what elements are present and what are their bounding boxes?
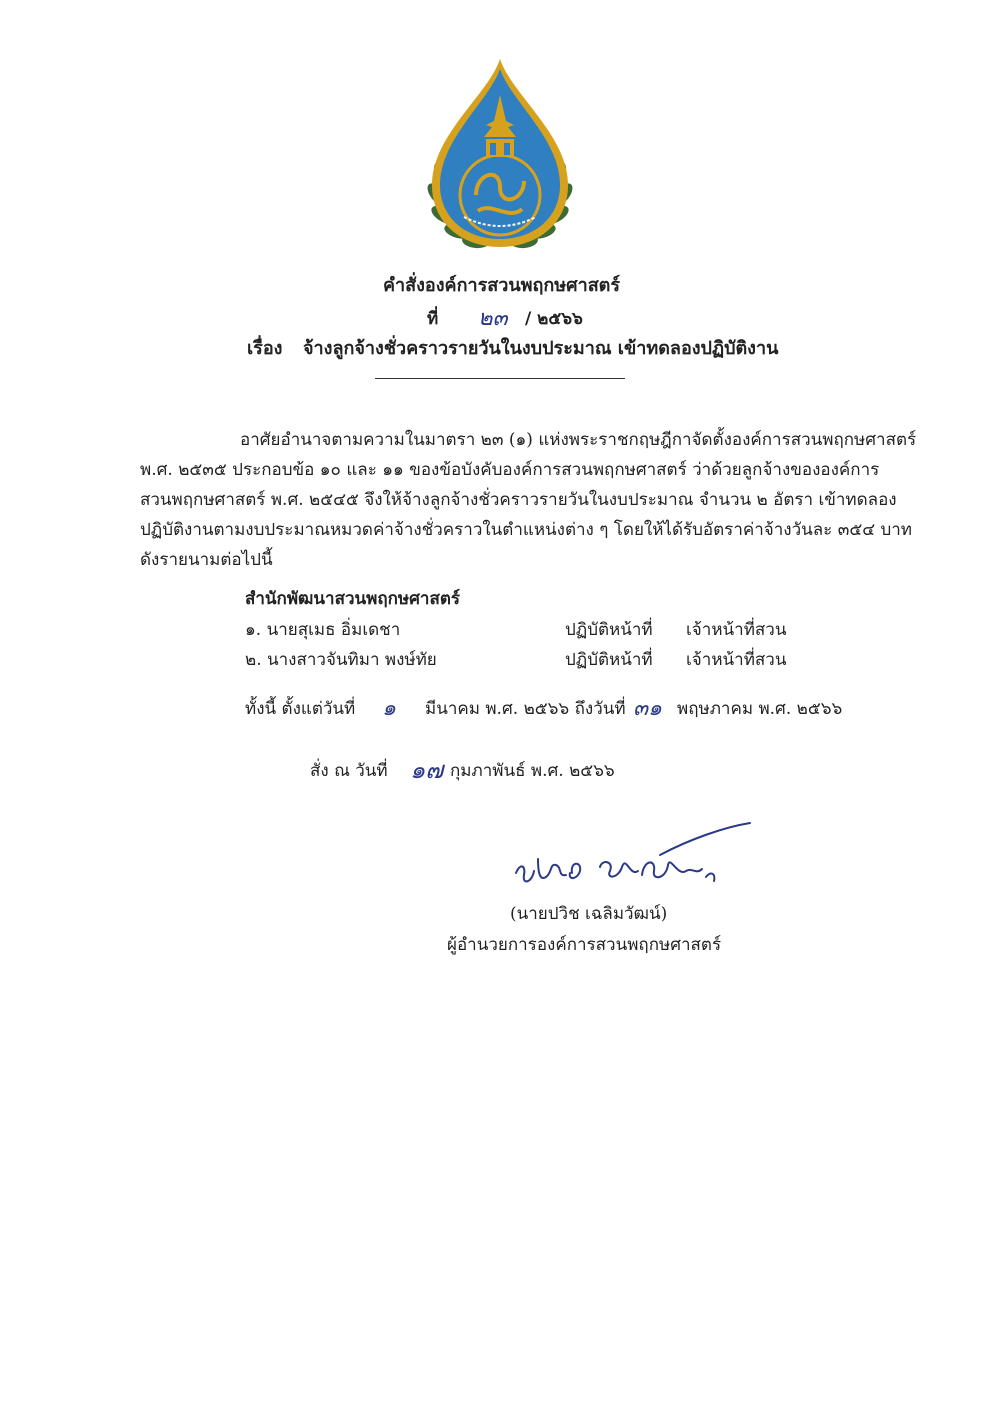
document-title: คำสั่งองค์การสวนพฤกษศาสตร์ — [383, 275, 621, 296]
period-end-rest: พฤษภาคม พ.ศ. ๒๕๖๖ — [677, 699, 843, 719]
end-day-handwritten: ๓๑ — [633, 696, 663, 721]
period-prefix: ทั้งนี้ ตั้งแต่วันที่ — [245, 699, 356, 719]
person-name: ๑. นายสุเมธ อิ่มเดชา — [245, 620, 401, 640]
order-number-label: ที่ — [427, 309, 439, 329]
order-day-handwritten: ๑๗ — [410, 756, 444, 784]
order-number-handwritten: ๒๓ — [478, 306, 508, 331]
organization-logo — [420, 55, 580, 255]
paragraph-line: อาศัยอำนาจตามความในมาตรา ๒๓ (๑) แห่งพระราชกฤษฎีกาจัดตั้งองค์การสวนพฤกษศาสตร์ — [240, 430, 917, 450]
paragraph-line: ปฏิบัติงานตามงบประมาณหมวดค่าจ้างชั่วคราวในตำแหน่งต่าง ๆ โดยให้ได้รับอัตราค่าจ้างวันละ ๓๕๔ บาท — [140, 520, 913, 540]
paragraph-line: สวนพฤกษศาสตร์ พ.ศ. ๒๕๔๕ จึงให้จ้างลูกจ้างชั่วคราวรายวันในงบประมาณ จำนวน ๒ อัตรา เข้าทดลอง — [140, 490, 897, 510]
subject-text: จ้างลูกจ้างชั่วคราวรายวันในงบประมาณ เข้าทดลองปฏิบัติงาน — [303, 338, 779, 359]
order-paragraph — [140, 425, 917, 575]
signatory-name: (นายปวิช เฉลิมวัฒน์) — [510, 904, 668, 924]
person-duty: ปฏิบัติหน้าที่ — [565, 650, 653, 670]
order-date-rest: กุมภาพันธ์ พ.ศ. ๒๕๖๖ — [450, 761, 615, 781]
order-number-year: / ๒๕๖๖ — [525, 309, 583, 329]
start-day-handwritten: ๑ — [382, 696, 396, 721]
order-date-prefix: สั่ง ณ วันที่ — [310, 761, 388, 781]
person-position: เจ้าหน้าที่สวน — [686, 650, 787, 670]
period-start-rest: มีนาคม พ.ศ. ๒๕๖๖ ถึงวันที่ — [425, 699, 626, 719]
paragraph-line: ดังรายนามต่อไปนี้ — [140, 550, 273, 570]
person-position: เจ้าหน้าที่สวน — [686, 620, 787, 640]
person-duty: ปฏิบัติหน้าที่ — [565, 620, 653, 640]
handwritten-signature — [510, 815, 760, 895]
subject-label: เรื่อง — [247, 338, 283, 359]
title-divider — [375, 378, 625, 379]
section-heading: สำนักพัฒนาสวนพฤกษศาสตร์ — [245, 589, 460, 609]
person-name: ๒. นางสาวจันทิมา พงษ์ทัย — [245, 650, 437, 670]
paragraph-line: พ.ศ. ๒๕๓๕ ประกอบข้อ ๑๐ และ ๑๑ ของข้อบังคับองค์การสวนพฤกษศาสตร์ ว่าด้วยลูกจ้างขององค์การ — [140, 460, 880, 480]
signatory-title: ผู้อำนวยการองค์การสวนพฤกษศาสตร์ — [447, 935, 722, 955]
